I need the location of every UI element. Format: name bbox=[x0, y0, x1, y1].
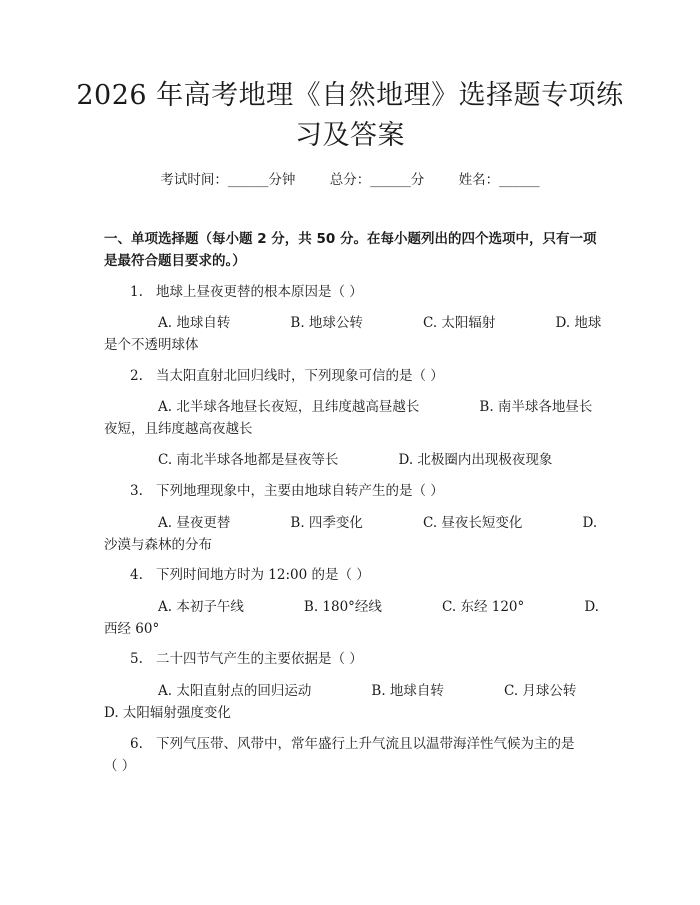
options-line: D. 太阳辐射强度变化 bbox=[104, 705, 231, 721]
question-4-options bbox=[104, 596, 604, 640]
options-line: 夜短，且纬度越高夜越长 bbox=[104, 421, 253, 437]
section-heading-line-1: 一、单项选择题（每小题 2 分，共 50 分。在每小题列出的四个选项中，只有一项 bbox=[104, 231, 597, 247]
question-number: 6. bbox=[130, 736, 143, 752]
question-6 bbox=[104, 733, 604, 777]
question-5-options bbox=[104, 680, 604, 724]
question-stem: 当太阳直射北回归线时，下列现象可信的是（ ） bbox=[156, 368, 444, 384]
question-2-options bbox=[104, 396, 604, 440]
options-line: A. 本初子午线 B. 180°经线 C. 东经 120° D. bbox=[158, 599, 599, 615]
options-line: C. 南北半球各地都是昼夜等长 D. 北极圈内出现极夜现象 bbox=[158, 452, 553, 468]
question-1 bbox=[104, 281, 604, 303]
name-label: 姓名：______ bbox=[458, 172, 540, 188]
question-stem: 地球上昼夜更替的根本原因是（ ） bbox=[156, 284, 363, 300]
question-number: 4. bbox=[130, 567, 143, 583]
section-heading bbox=[104, 228, 604, 272]
question-4 bbox=[104, 564, 604, 586]
question-number: 1. bbox=[130, 284, 143, 300]
options-line: 是个不透明球体 bbox=[104, 337, 199, 353]
question-stem: 下列时间地方时为 12:00 的是（ ） bbox=[156, 567, 370, 583]
title-line-1: 2026 年高考地理《自然地理》选择题专项练 bbox=[76, 80, 624, 111]
question-number: 2. bbox=[130, 368, 143, 384]
title-line-2: 习及答案 bbox=[295, 120, 405, 151]
options-line: 西经 60° bbox=[104, 621, 160, 637]
question-stem: 下列气压带、风带中，常年盛行上升气流且以温带海洋性气候为主的是 bbox=[156, 736, 575, 752]
question-2 bbox=[104, 365, 604, 387]
section-heading-line-2: 是最符合题目要求的。） bbox=[104, 253, 246, 269]
question-3 bbox=[104, 480, 604, 502]
options-line: A. 北半球各地昼长夜短，且纬度越高昼越长 B. 南半球各地昼长 bbox=[158, 399, 593, 415]
question-number: 3. bbox=[130, 483, 143, 499]
question-stem-continued: （ ） bbox=[104, 758, 136, 774]
question-stem: 下列地理现象中，主要由地球自转产生的是（ ） bbox=[156, 483, 444, 499]
options-line: A. 地球自转 B. 地球公转 C. 太阳辐射 D. 地球 bbox=[158, 315, 602, 331]
question-number: 5. bbox=[130, 651, 143, 667]
question-2-options-cd bbox=[104, 449, 604, 471]
options-line: 沙漠与森林的分布 bbox=[104, 537, 212, 553]
page-title bbox=[60, 76, 640, 156]
question-3-options bbox=[104, 512, 604, 556]
exam-meta bbox=[0, 168, 700, 188]
options-line: A. 昼夜更替 B. 四季变化 C. 昼夜长短变化 D. bbox=[158, 515, 598, 531]
question-1-options bbox=[104, 312, 604, 356]
options-line: A. 太阳直射点的回归运动 B. 地球自转 C. 月球公转 bbox=[158, 683, 577, 699]
question-5 bbox=[104, 648, 604, 670]
question-stem: 二十四节气产生的主要依据是（ ） bbox=[156, 651, 363, 667]
total-score-label: 总分：______分 bbox=[329, 172, 425, 188]
exam-time-label: 考试时间：______分钟 bbox=[160, 172, 296, 188]
